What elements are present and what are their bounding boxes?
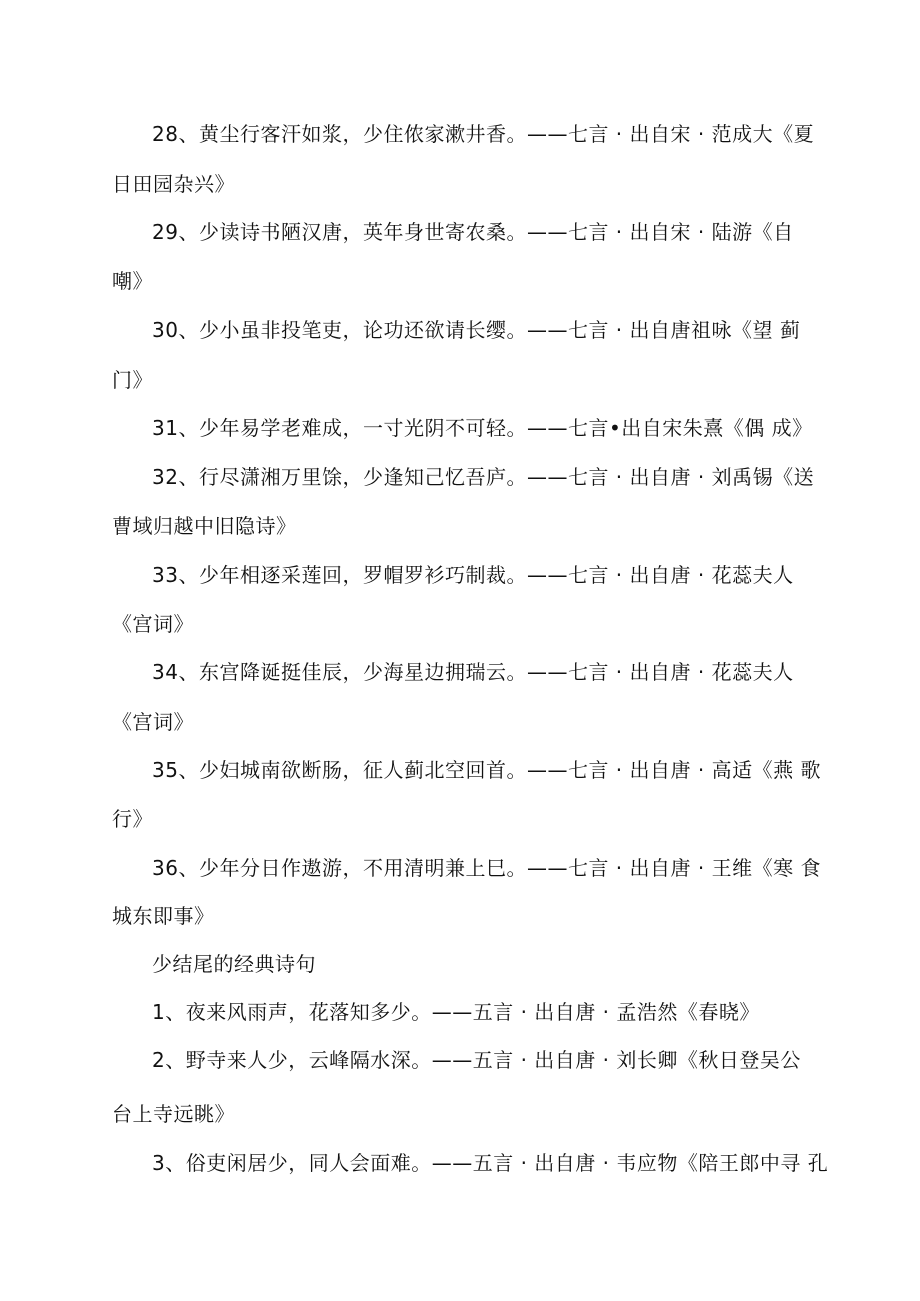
poem-line: 2、野寺来人少，云峰隔水深。——五言 · 出自唐 · 刘长卿《秋日登吴公	[152, 1048, 801, 1072]
poem-line: 32、行尽潇湘万里馀，少逢知己忆吾庐。——七言 · 出自唐 · 刘禹锡《送	[152, 465, 815, 489]
poem-line: 34、东宫降诞挺佳辰，少海星边拥瑞云。——七言 · 出自唐 · 花蕊夫人	[152, 660, 794, 684]
poem-line: 行》	[112, 807, 153, 831]
poem-line: 31、少年易学老难成，一寸光阴不可轻。——七言•出自宋朱熹《偶 成》	[152, 416, 813, 440]
poem-line: 嘲》	[112, 269, 153, 293]
poem-line: 日田园杂兴》	[112, 172, 235, 196]
poem-line: 28、黄尘行客汗如浆，少住侬家漱井香。——七言 · 出自宋 · 范成大《夏	[152, 122, 815, 146]
poem-line: 30、少小虽非投笔吏，论功还欲请长缨。——七言 · 出自唐祖咏《望 蓟	[152, 318, 801, 342]
poem-line: 曹域归越中旧隐诗》	[112, 514, 297, 538]
section-heading: 少结尾的经典诗句	[152, 952, 316, 976]
poem-line: 1、夜来风雨声，花落知多少。——五言 · 出自唐 · 孟浩然《春晓》	[152, 1000, 760, 1024]
poem-line: 台上寺远眺》	[112, 1102, 235, 1126]
poem-line: 《宫词》	[112, 612, 194, 636]
poem-line: 城东即事》	[112, 904, 215, 928]
poem-line: 36、少年分日作遨游，不用清明兼上巳。——七言 · 出自唐 · 王维《寒 食	[152, 856, 821, 880]
poem-line: 《宫词》	[112, 710, 194, 734]
poem-line: 35、少妇城南欲断肠，征人蓟北空回首。——七言 · 出自唐 · 高适《燕 歌	[152, 758, 821, 782]
poem-line: 3、俗吏闲居少，同人会面难。——五言 · 出自唐 · 韦应物《陪王郎中寻 孔	[152, 1151, 829, 1175]
poem-line: 33、少年相逐采莲回，罗帽罗衫巧制裁。——七言 · 出自唐 · 花蕊夫人	[152, 563, 794, 587]
poem-line: 门》	[112, 368, 153, 392]
poem-line: 29、少读诗书陋汉唐，英年身世寄农桑。——七言 · 出自宋 · 陆游《自	[152, 220, 794, 244]
